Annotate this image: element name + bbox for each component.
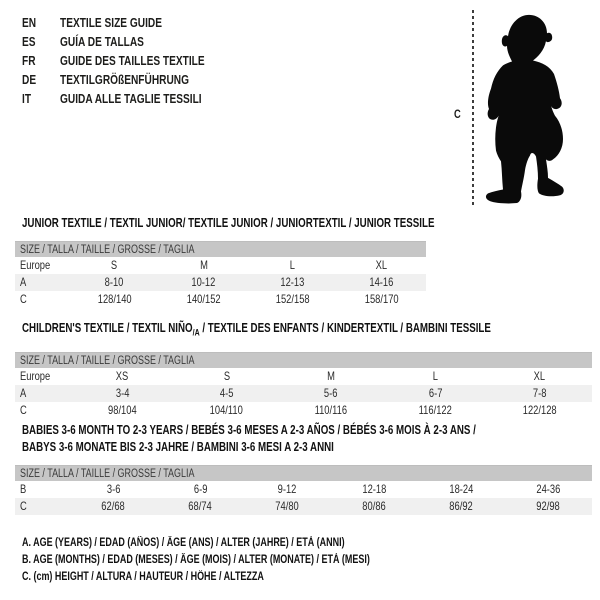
cell-value: 158/170 [364,292,399,306]
cell-value: 152/158 [275,292,310,306]
junior-size-header-bar: SIZE / TALLA / TAILLE / GRÖSSE / TAGLIA [15,241,426,257]
language-row [22,51,245,70]
height-measure-dotted-line [472,10,474,207]
language-row [22,13,245,32]
language-code: DE [22,72,37,87]
row-label: B [20,482,27,496]
cell-value: 116/122 [418,403,452,417]
babies-table-title: BABIES 3-6 MONTH TO 2-3 YEARS / BEBÉS 3-6 MESES A 2-3 AÑOS / BÉBÉS 3-6 MOIS À 2-3 ANS / BABYS 3-6 MONATE BIS 2-3 JAHRE / BAMBINI 3-6 MESI A 2-3 ANNI [22,423,476,454]
cell-value: XL [534,369,546,383]
cell-value: 3-4 [115,386,129,400]
children-table-rows [15,368,592,419]
children-table-title: CHILDREN'S TEXTILE / TEXTIL $NIÑO_{/A}$ / TEXTILE DES ENFANTS / KINDERTEXTIL / BAMBINI TESSILE [22,321,491,338]
language-row [22,89,245,108]
cell-value: 98/104 [107,403,137,417]
cell-value: 128/140 [97,292,132,306]
cell-value: 5-6 [324,386,338,400]
legend-line: B. AGE (MONTHS) / EDAD (MESES) / ÂGE (MOIS) / ALTER (MONATE) / ETÀ (MESI) [22,554,370,566]
language-guide-title: GUÍA DE TALLAS [60,34,144,49]
row-label: C [20,499,27,513]
table-row [15,274,426,291]
cell-value: S [111,258,118,272]
children-size-header-bar: SIZE / TALLA / TAILLE / GRÖSSE / TAGLIA [15,352,592,368]
cell-value: 3-6 [106,482,121,496]
cell-value: XL [375,258,388,272]
cell-value: 86/92 [449,499,474,513]
table-row [15,498,592,515]
cell-value: 4-5 [219,386,234,400]
cell-value: M [199,258,208,272]
cell-value: 68/74 [188,499,213,513]
cell-value: 12-13 [280,275,305,289]
baby-silhouette-icon [479,11,575,205]
row-label: A [20,386,27,400]
children-size-table [15,322,592,419]
table-row [15,481,592,498]
babies-size-table [15,424,592,515]
cell-value: 18-24 [449,482,474,496]
language-guide-title: GUIDE DES TAILLES TEXTILE [60,53,205,68]
language-code: IT [22,91,32,106]
cell-value: 7-8 [533,386,547,400]
language-code: EN [22,15,37,30]
row-label: Europe [20,258,51,272]
cell-value: 92/98 [536,499,561,513]
row-label: Europe [20,369,51,383]
language-code: FR [22,53,36,68]
junior-table-title: JUNIOR TEXTILE / TEXTIL JUNIOR/ TEXTILE JUNIOR / JUNIORTEXTIL / JUNIOR TESSILE [22,216,435,230]
junior-table-rows [15,257,426,308]
table-row [15,368,592,385]
measure-legend [22,535,468,586]
cell-value: L [289,258,296,272]
cell-value: 122/128 [522,403,557,417]
cell-value: L [432,369,439,383]
babies-table-rows [15,481,592,515]
cell-value: S [223,369,230,383]
cell-value: 14-16 [369,275,394,289]
language-title-list [22,13,245,108]
cell-value: 10-12 [191,275,216,289]
cell-value: 80/86 [362,499,387,513]
cell-value: M [327,369,335,383]
language-guide-title: TEXTILE SIZE GUIDE [60,15,162,30]
height-measure-label: C [453,107,461,121]
row-label: C [20,403,27,417]
cell-value: 6-7 [428,386,443,400]
table-row [15,402,592,419]
cell-value: 104/110 [210,403,244,417]
legend-line: A. AGE (YEARS) / EDAD (AÑOS) / ÂGE (ANS) / ALTER (JAHRE) / ETÀ (ANNI) [22,537,345,549]
cell-value: 24-36 [536,482,561,496]
table-row [15,385,592,402]
row-label: C [20,292,27,306]
legend-line: C. (cm) HEIGHT / ALTURA / HAUTEUR / HÖHE / ALTEZZA [22,571,264,583]
cell-value: 62/68 [101,499,126,513]
row-label: A [20,275,27,289]
junior-size-table [15,216,435,308]
cell-value: 12-18 [362,482,387,496]
language-guide-title: TEXTILGRÖßENFÜHRUNG [60,72,190,87]
cell-value: 110/116 [314,403,348,417]
table-row [15,257,426,274]
cell-value: XS [115,369,129,383]
language-row [22,70,245,89]
cell-value: 140/152 [186,292,221,306]
cell-value: 74/80 [275,499,300,513]
cell-value: 8-10 [105,275,124,289]
cell-value: 6-9 [193,482,208,496]
language-guide-title: GUIDA ALLE TAGLIE TESSILI [60,91,202,106]
cell-value: 9-12 [278,482,297,496]
table-row [15,291,426,308]
language-row [22,32,245,51]
language-code: ES [22,34,36,49]
babies-size-header-bar: SIZE / TALLA / TAILLE / GRÖSSE / TAGLIA [15,465,592,481]
